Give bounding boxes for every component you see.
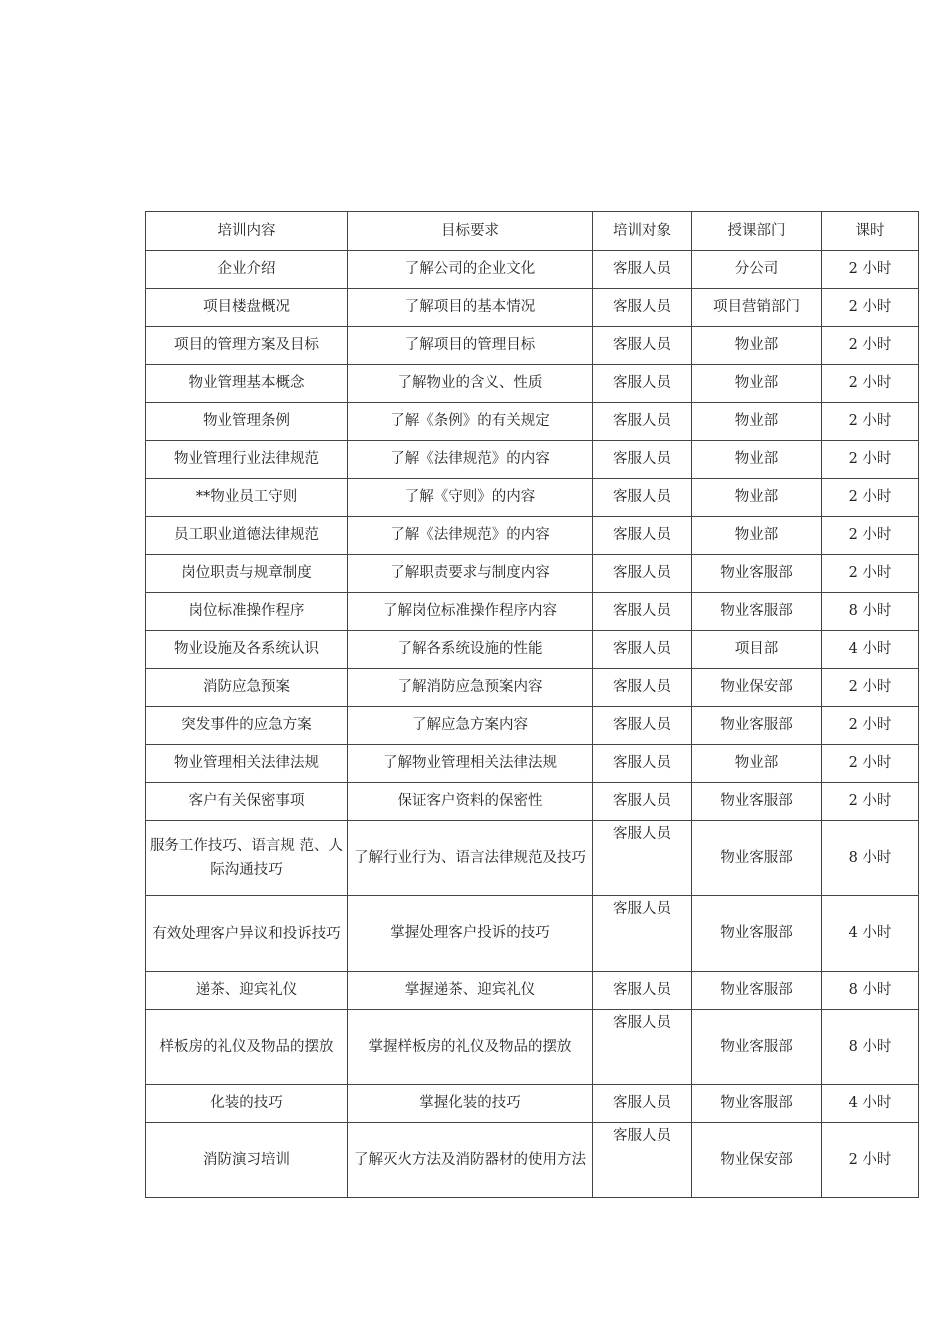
header-goal: 目标要求 (348, 212, 593, 251)
cell-hours: 2 小时 (822, 1123, 919, 1198)
table-row (146, 593, 919, 631)
cell-content: 递茶、迎宾礼仪 (146, 972, 348, 1010)
cell-department: 物业部 (692, 365, 822, 403)
cell-department: 物业客服部 (692, 555, 822, 593)
cell-hours: 8 小时 (822, 593, 919, 631)
cell-department: 物业部 (692, 745, 822, 783)
cell-department: 物业客服部 (692, 1085, 822, 1123)
cell-target: 客服人员 (593, 555, 692, 593)
cell-target: 客服人员 (593, 1123, 692, 1198)
cell-content: 项目楼盘概况 (146, 289, 348, 327)
cell-target: 客服人员 (593, 783, 692, 821)
cell-goal: 了解项目的管理目标 (348, 327, 593, 365)
cell-department: 项目部 (692, 631, 822, 669)
cell-goal: 了解《守则》的内容 (348, 479, 593, 517)
table-row (146, 972, 919, 1010)
cell-goal: 了解行业行为、语言法律规范及技巧 (348, 821, 593, 896)
cell-goal: 了解应急方案内容 (348, 707, 593, 745)
table-row (146, 517, 919, 555)
cell-hours: 2 小时 (822, 783, 919, 821)
table-row (146, 821, 919, 896)
header-target: 培训对象 (593, 212, 692, 251)
cell-content: 物业管理基本概念 (146, 365, 348, 403)
cell-content: 项目的管理方案及目标 (146, 327, 348, 365)
cell-hours: 2 小时 (822, 441, 919, 479)
cell-goal: 掌握递茶、迎宾礼仪 (348, 972, 593, 1010)
table-header-row (146, 212, 919, 251)
cell-department: 物业部 (692, 403, 822, 441)
cell-content: 客户有关保密事项 (146, 783, 348, 821)
training-schedule-table (145, 211, 919, 1198)
cell-content: 岗位职责与规章制度 (146, 555, 348, 593)
table-row (146, 403, 919, 441)
cell-target: 客服人员 (593, 327, 692, 365)
cell-target: 客服人员 (593, 972, 692, 1010)
cell-hours: 2 小时 (822, 479, 919, 517)
cell-content: 消防应急预案 (146, 669, 348, 707)
cell-hours: 2 小时 (822, 517, 919, 555)
cell-department: 项目营销部门 (692, 289, 822, 327)
cell-target: 客服人员 (593, 289, 692, 327)
cell-hours: 2 小时 (822, 403, 919, 441)
table-row (146, 1010, 919, 1085)
header-hours: 课时 (822, 212, 919, 251)
cell-target: 客服人员 (593, 745, 692, 783)
cell-goal: 了解职责要求与制度内容 (348, 555, 593, 593)
cell-hours: 2 小时 (822, 251, 919, 289)
cell-target: 客服人员 (593, 441, 692, 479)
cell-department: 物业客服部 (692, 821, 822, 896)
cell-hours: 2 小时 (822, 745, 919, 783)
cell-content: 服务工作技巧、语言规 范、人际沟通技巧 (146, 821, 348, 896)
cell-department: 物业部 (692, 517, 822, 555)
cell-target: 客服人员 (593, 403, 692, 441)
cell-target: 客服人员 (593, 669, 692, 707)
cell-hours: 8 小时 (822, 821, 919, 896)
cell-department: 物业部 (692, 479, 822, 517)
table-row (146, 327, 919, 365)
table-row (146, 251, 919, 289)
cell-department: 物业客服部 (692, 707, 822, 745)
cell-department: 物业客服部 (692, 593, 822, 631)
cell-hours: 2 小时 (822, 365, 919, 403)
cell-department: 物业客服部 (692, 896, 822, 972)
cell-target: 客服人员 (593, 593, 692, 631)
cell-target: 客服人员 (593, 1010, 692, 1085)
cell-target: 客服人员 (593, 479, 692, 517)
cell-target: 客服人员 (593, 365, 692, 403)
cell-department: 物业部 (692, 441, 822, 479)
table-row (146, 555, 919, 593)
cell-content: 物业设施及各系统认识 (146, 631, 348, 669)
cell-goal: 了解各系统设施的性能 (348, 631, 593, 669)
cell-goal: 了解《法律规范》的内容 (348, 517, 593, 555)
cell-goal: 掌握化装的技巧 (348, 1085, 593, 1123)
cell-target: 客服人员 (593, 896, 692, 972)
cell-content: 消防演习培训 (146, 1123, 348, 1198)
cell-goal: 了解灭火方法及消防器材的使用方法 (348, 1123, 593, 1198)
cell-goal: 了解消防应急预案内容 (348, 669, 593, 707)
header-department: 授课部门 (692, 212, 822, 251)
table-row (146, 669, 919, 707)
table-row (146, 631, 919, 669)
table-row (146, 745, 919, 783)
cell-hours: 2 小时 (822, 707, 919, 745)
cell-target: 客服人员 (593, 251, 692, 289)
table-row (146, 289, 919, 327)
cell-content: 化装的技巧 (146, 1085, 348, 1123)
table-row (146, 1085, 919, 1123)
table-row (146, 441, 919, 479)
cell-goal: 了解岗位标准操作程序内容 (348, 593, 593, 631)
header-content: 培训内容 (146, 212, 348, 251)
cell-hours: 4 小时 (822, 896, 919, 972)
cell-content: 员工职业道德法律规范 (146, 517, 348, 555)
table-row (146, 707, 919, 745)
cell-content: 样板房的礼仪及物品的摆放 (146, 1010, 348, 1085)
cell-goal: 掌握样板房的礼仪及物品的摆放 (348, 1010, 593, 1085)
cell-content: 物业管理条例 (146, 403, 348, 441)
cell-goal: 保证客户资料的保密性 (348, 783, 593, 821)
cell-target: 客服人员 (593, 1085, 692, 1123)
cell-target: 客服人员 (593, 631, 692, 669)
cell-goal: 掌握处理客户投诉的技巧 (348, 896, 593, 972)
cell-hours: 2 小时 (822, 555, 919, 593)
cell-hours: 8 小时 (822, 972, 919, 1010)
table-row (146, 479, 919, 517)
cell-department: 物业客服部 (692, 783, 822, 821)
cell-goal: 了解物业的含义、性质 (348, 365, 593, 403)
table-row (146, 783, 919, 821)
cell-content: 企业介绍 (146, 251, 348, 289)
cell-department: 分公司 (692, 251, 822, 289)
cell-content: 突发事件的应急方案 (146, 707, 348, 745)
cell-content: 物业管理相关法律法规 (146, 745, 348, 783)
table-row (146, 365, 919, 403)
cell-department: 物业部 (692, 327, 822, 365)
cell-department: 物业保安部 (692, 1123, 822, 1198)
cell-content: 有效处理客户异议和投诉技巧 (146, 896, 348, 972)
cell-hours: 8 小时 (822, 1010, 919, 1085)
cell-goal: 了解公司的企业文化 (348, 251, 593, 289)
cell-content: **物业员工守则 (146, 479, 348, 517)
cell-hours: 2 小时 (822, 327, 919, 365)
cell-hours: 4 小时 (822, 631, 919, 669)
cell-hours: 4 小时 (822, 1085, 919, 1123)
cell-goal: 了解物业管理相关法律法规 (348, 745, 593, 783)
cell-hours: 2 小时 (822, 669, 919, 707)
cell-target: 客服人员 (593, 821, 692, 896)
cell-department: 物业保安部 (692, 669, 822, 707)
cell-target: 客服人员 (593, 517, 692, 555)
cell-goal: 了解《条例》的有关规定 (348, 403, 593, 441)
table-row (146, 896, 919, 972)
cell-department: 物业客服部 (692, 972, 822, 1010)
cell-target: 客服人员 (593, 707, 692, 745)
cell-content: 物业管理行业法律规范 (146, 441, 348, 479)
table-row (146, 1123, 919, 1198)
cell-hours: 2 小时 (822, 289, 919, 327)
cell-content: 岗位标准操作程序 (146, 593, 348, 631)
cell-goal: 了解项目的基本情况 (348, 289, 593, 327)
cell-goal: 了解《法律规范》的内容 (348, 441, 593, 479)
cell-department: 物业客服部 (692, 1010, 822, 1085)
